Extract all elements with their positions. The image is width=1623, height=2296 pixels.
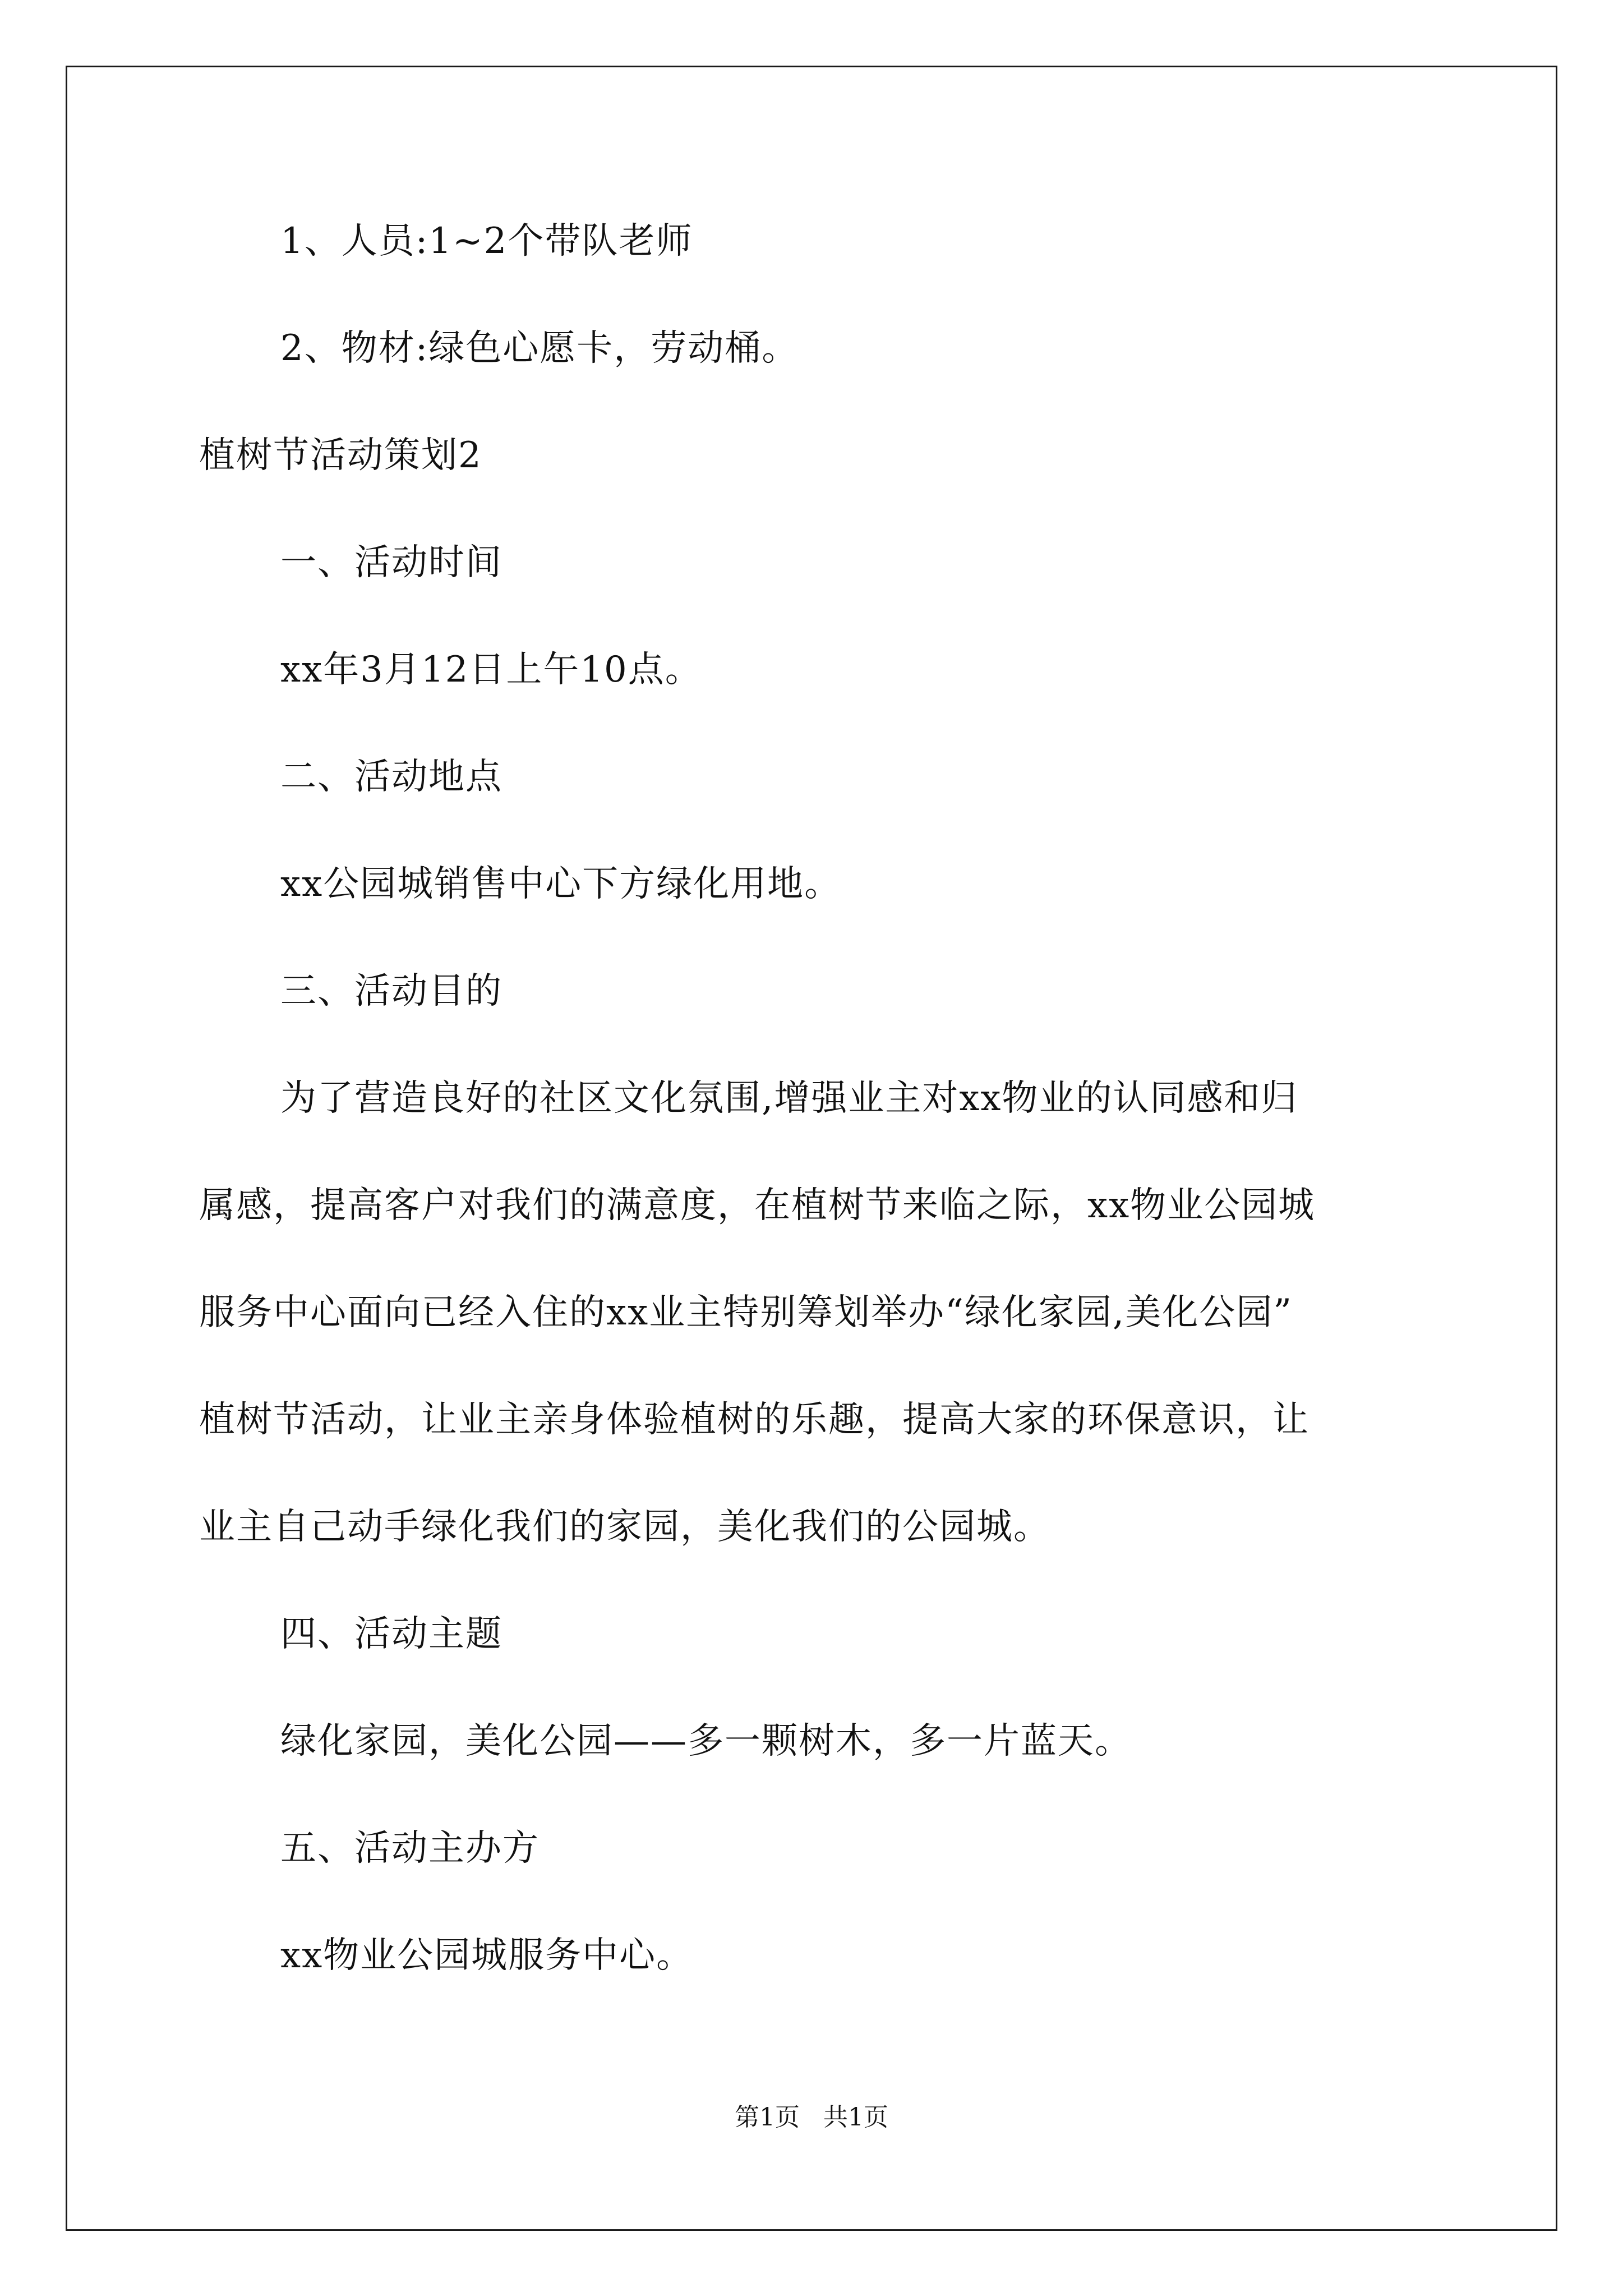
page-footer: 第1页 共1页 xyxy=(735,2103,888,2132)
activity-location-text: xx公园城销售中心下方绿化用地。 xyxy=(280,863,842,905)
paragraph-line: 属感，提高客户对我们的满意度，在植树节来临之际，xx物业公园城 xyxy=(199,1185,1316,1226)
paragraph-line: 植树节活动，让业主亲身体验植树的乐趣，提高大家的环保意识，让 xyxy=(199,1399,1310,1441)
paragraph-line: 服务中心面向已经入住的xx业主特别筹划举办“绿化家园,美化公园” xyxy=(199,1292,1293,1333)
item-personnel: 1、人员:1~2个带队老师 xyxy=(280,220,693,262)
heading-activity-theme: 四、活动主题 xyxy=(280,1613,502,1655)
paragraph-line: 业主自己动手绿化我们的家园，美化我们的公园城。 xyxy=(199,1506,1050,1548)
item-materials: 2、物材:绿色心愿卡，劳动桶。 xyxy=(280,328,799,369)
activity-time-text: xx年3月12日上午10点。 xyxy=(280,649,702,691)
activity-purpose-paragraph xyxy=(199,1070,1433,1555)
activity-theme-text: 绿化家园，美化公园——多一颗树木，多一片蓝天。 xyxy=(280,1720,1132,1762)
heading-activity-location: 二、活动地点 xyxy=(280,756,502,798)
heading-activity-purpose: 三、活动目的 xyxy=(280,970,502,1012)
paragraph-line: 为了营造良好的社区文化氛围,增强业主对xx物业的认同感和归 xyxy=(280,1078,1298,1119)
heading-activity-organizer: 五、活动主办方 xyxy=(280,1828,540,1869)
document-body xyxy=(199,213,1433,2035)
activity-organizer-text: xx物业公园城服务中心。 xyxy=(280,1935,694,1976)
heading-activity-time: 一、活动时间 xyxy=(280,542,502,583)
section-title: 植树节活动策划2 xyxy=(199,435,482,476)
